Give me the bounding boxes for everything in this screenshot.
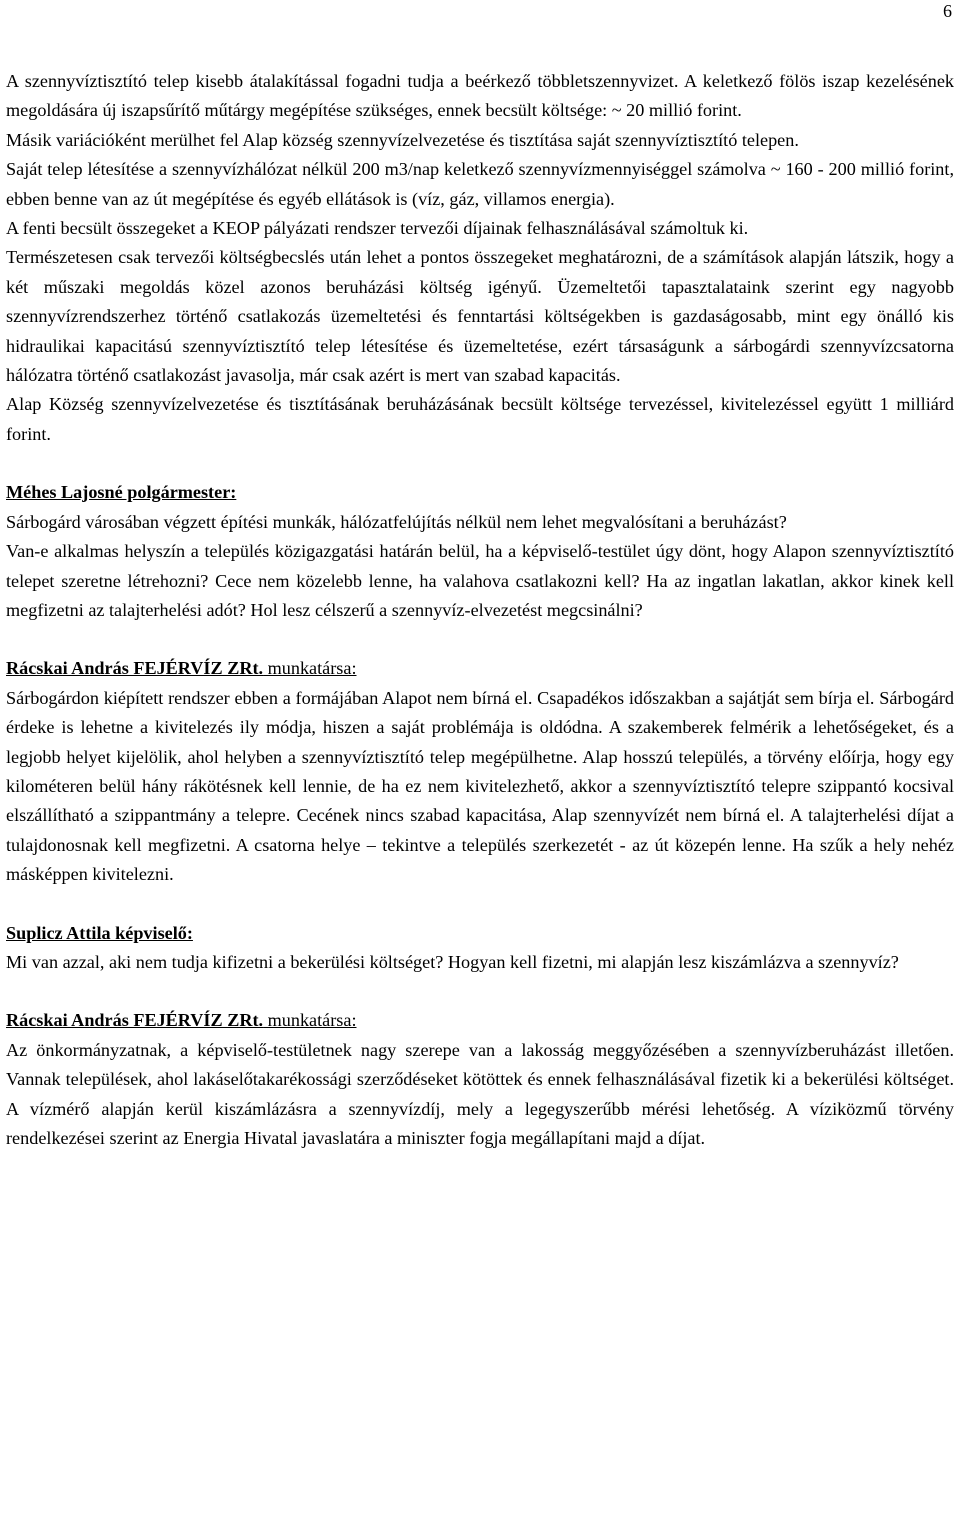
speaker-heading: [6, 478, 954, 507]
paragraph: Sárbogárd városában végzett építési munkák, hálózatfelújítás nélkül nem lehet megvalósítani a beruházást?: [6, 511, 787, 532]
paragraph: Van-e alkalmas helyszín a település közigazgatási határán belül, ha a képviselő-testület úgy dönt, hogy Alapon szennyvíztisztító telepet szeretne létrehozni? Cece nem közelebb lenne, ha valahova csatlakozni kell? Ha az ingatlan lakatlan, akkor kinek kell megfizetni az talajterhelési adót? Hol lesz célszerű a szennyvíz-elvezetést megcsinálni?: [6, 541, 954, 620]
speaker-name: Rácskai András FEJÉRVÍZ ZRt.: [6, 658, 264, 679]
speaker-role: munkatársa:: [263, 658, 357, 679]
paragraph: A fenti becsült összegeket a KEOP pályázati rendszer tervezői díjainak felhasználásával számoltuk ki.: [6, 218, 749, 239]
speaker-heading: [6, 919, 954, 948]
paragraph: Másik variációként merülhet fel Alap község szennyvízelvezetése és tisztítása saját szennyvíztisztító telepen.: [6, 129, 799, 150]
paragraph: Saját telep létesítése a szennyvízhálózat nélkül 200 m3/nap keletkező szennyvízmennyiséggel számolva ~ 160 - 200 millió forint, ebben benne van az út megépítése és egyéb ellátások is (víz, gáz, villamos energia).: [6, 159, 954, 209]
paragraph: A szennyvíztisztító telep kisebb átalakítással fogadni tudja a beérkező többletszennyvizet. A keletkező fölös iszap kezelésének megoldására új iszapsűrítő műtárgy megépítése szükséges, ennek becsült költsége: ~ 20 millió forint.: [6, 71, 954, 121]
paragraph: Természetesen csak tervezői költségbecslés után lehet a pontos összegeket meghatározni, de a számítások alapján látszik, hogy a két műszaki megoldás közel azonos beruházási költség igényű. Üzemeltetői tapasztalataink szerint egy nagyobb szennyvízrendszerhez történő csatlakozás üzemeltetési és fenntartási költségekben is gazdaságosabb, mint egy önálló kis hidraulikai kapacitású szennyvíztisztító telep létesítése és üzemeltetése, ezért társaságunk a sárbogárdi szennyvízcsatorna hálózatra történő csatlakozást javasolja, már csak azért is mert van szabad kapacitás.: [6, 247, 954, 386]
speaker-heading: [6, 654, 954, 683]
speaker-heading: [6, 1006, 954, 1035]
paragraph: Sárbogárdon kiépített rendszer ebben a formájában Alapot nem bírná el. Csapadékos időszakban a sajátját sem bírja el. Sárbogárd érdeke is lehetne a kivitelezés ily módja, hiszen a saját problémája is oldódna. A szakemberek felmérik a lehetőségeket, és a legjobb helyet kijelölik, ahol helyben a szennyvíztisztító telep megépülhetne. Alap hosszú település, a törvény előírja, hogy egy kilométeren belül hány rákötésnek kell lennie, de ha ez nem kivitelezhető, akkor a szennyvíztisztító telepre szippantó kocsival elszállítható a szippantmány a telepre. Cecének nincs szabad kapacitása, Alap szennyvízét nem bírná el. A talajterhelési díjat a tulajdonosnak kell megfizetni. A csatorna helye – tekintve a település szerkezetét - az út közepén lenne. Ha szűk a hely nehéz másképpen kivitelezni.: [6, 687, 954, 885]
speaker-name: Méhes Lajosné polgármester:: [6, 482, 237, 503]
paragraph: Alap Község szennyvízelvezetése és tisztításának beruházásának becsült költsége tervezéssel, kivitelezéssel együtt 1 milliárd forint.: [6, 394, 954, 444]
speaker-name: Rácskai András FEJÉRVÍZ ZRt.: [6, 1010, 264, 1031]
speaker-name: Suplicz Attila képviselő:: [6, 922, 193, 943]
page-number: 6: [943, 1, 952, 21]
document-body: [6, 67, 954, 1153]
speaker-role: munkatársa:: [263, 1010, 357, 1031]
paragraph: Az önkormányzatnak, a képviselő-testületnek nagy szerepe van a lakosság meggyőzésében a szennyvízberuházást illetően. Vannak települések, ahol lakáselőtakarékossági szerződéseket kötöttek és ennek felhasználásával fizetik ki a bekerülési költséget. A vízmérő alapján kerül kiszámlázásra a szennyvízdíj, mely a legegyszerűbb mérési lehetőség. A víziközmű törvény rendelkezései szerint az Energia Hivatal javaslatára a miniszter fogja megállapítani majd a díjat.: [6, 1039, 954, 1148]
paragraph: Mi van azzal, aki nem tudja kifizetni a bekerülési költséget? Hogyan kell fizetni, mi alapján lesz kiszámlázva a szennyvíz?: [6, 951, 899, 972]
